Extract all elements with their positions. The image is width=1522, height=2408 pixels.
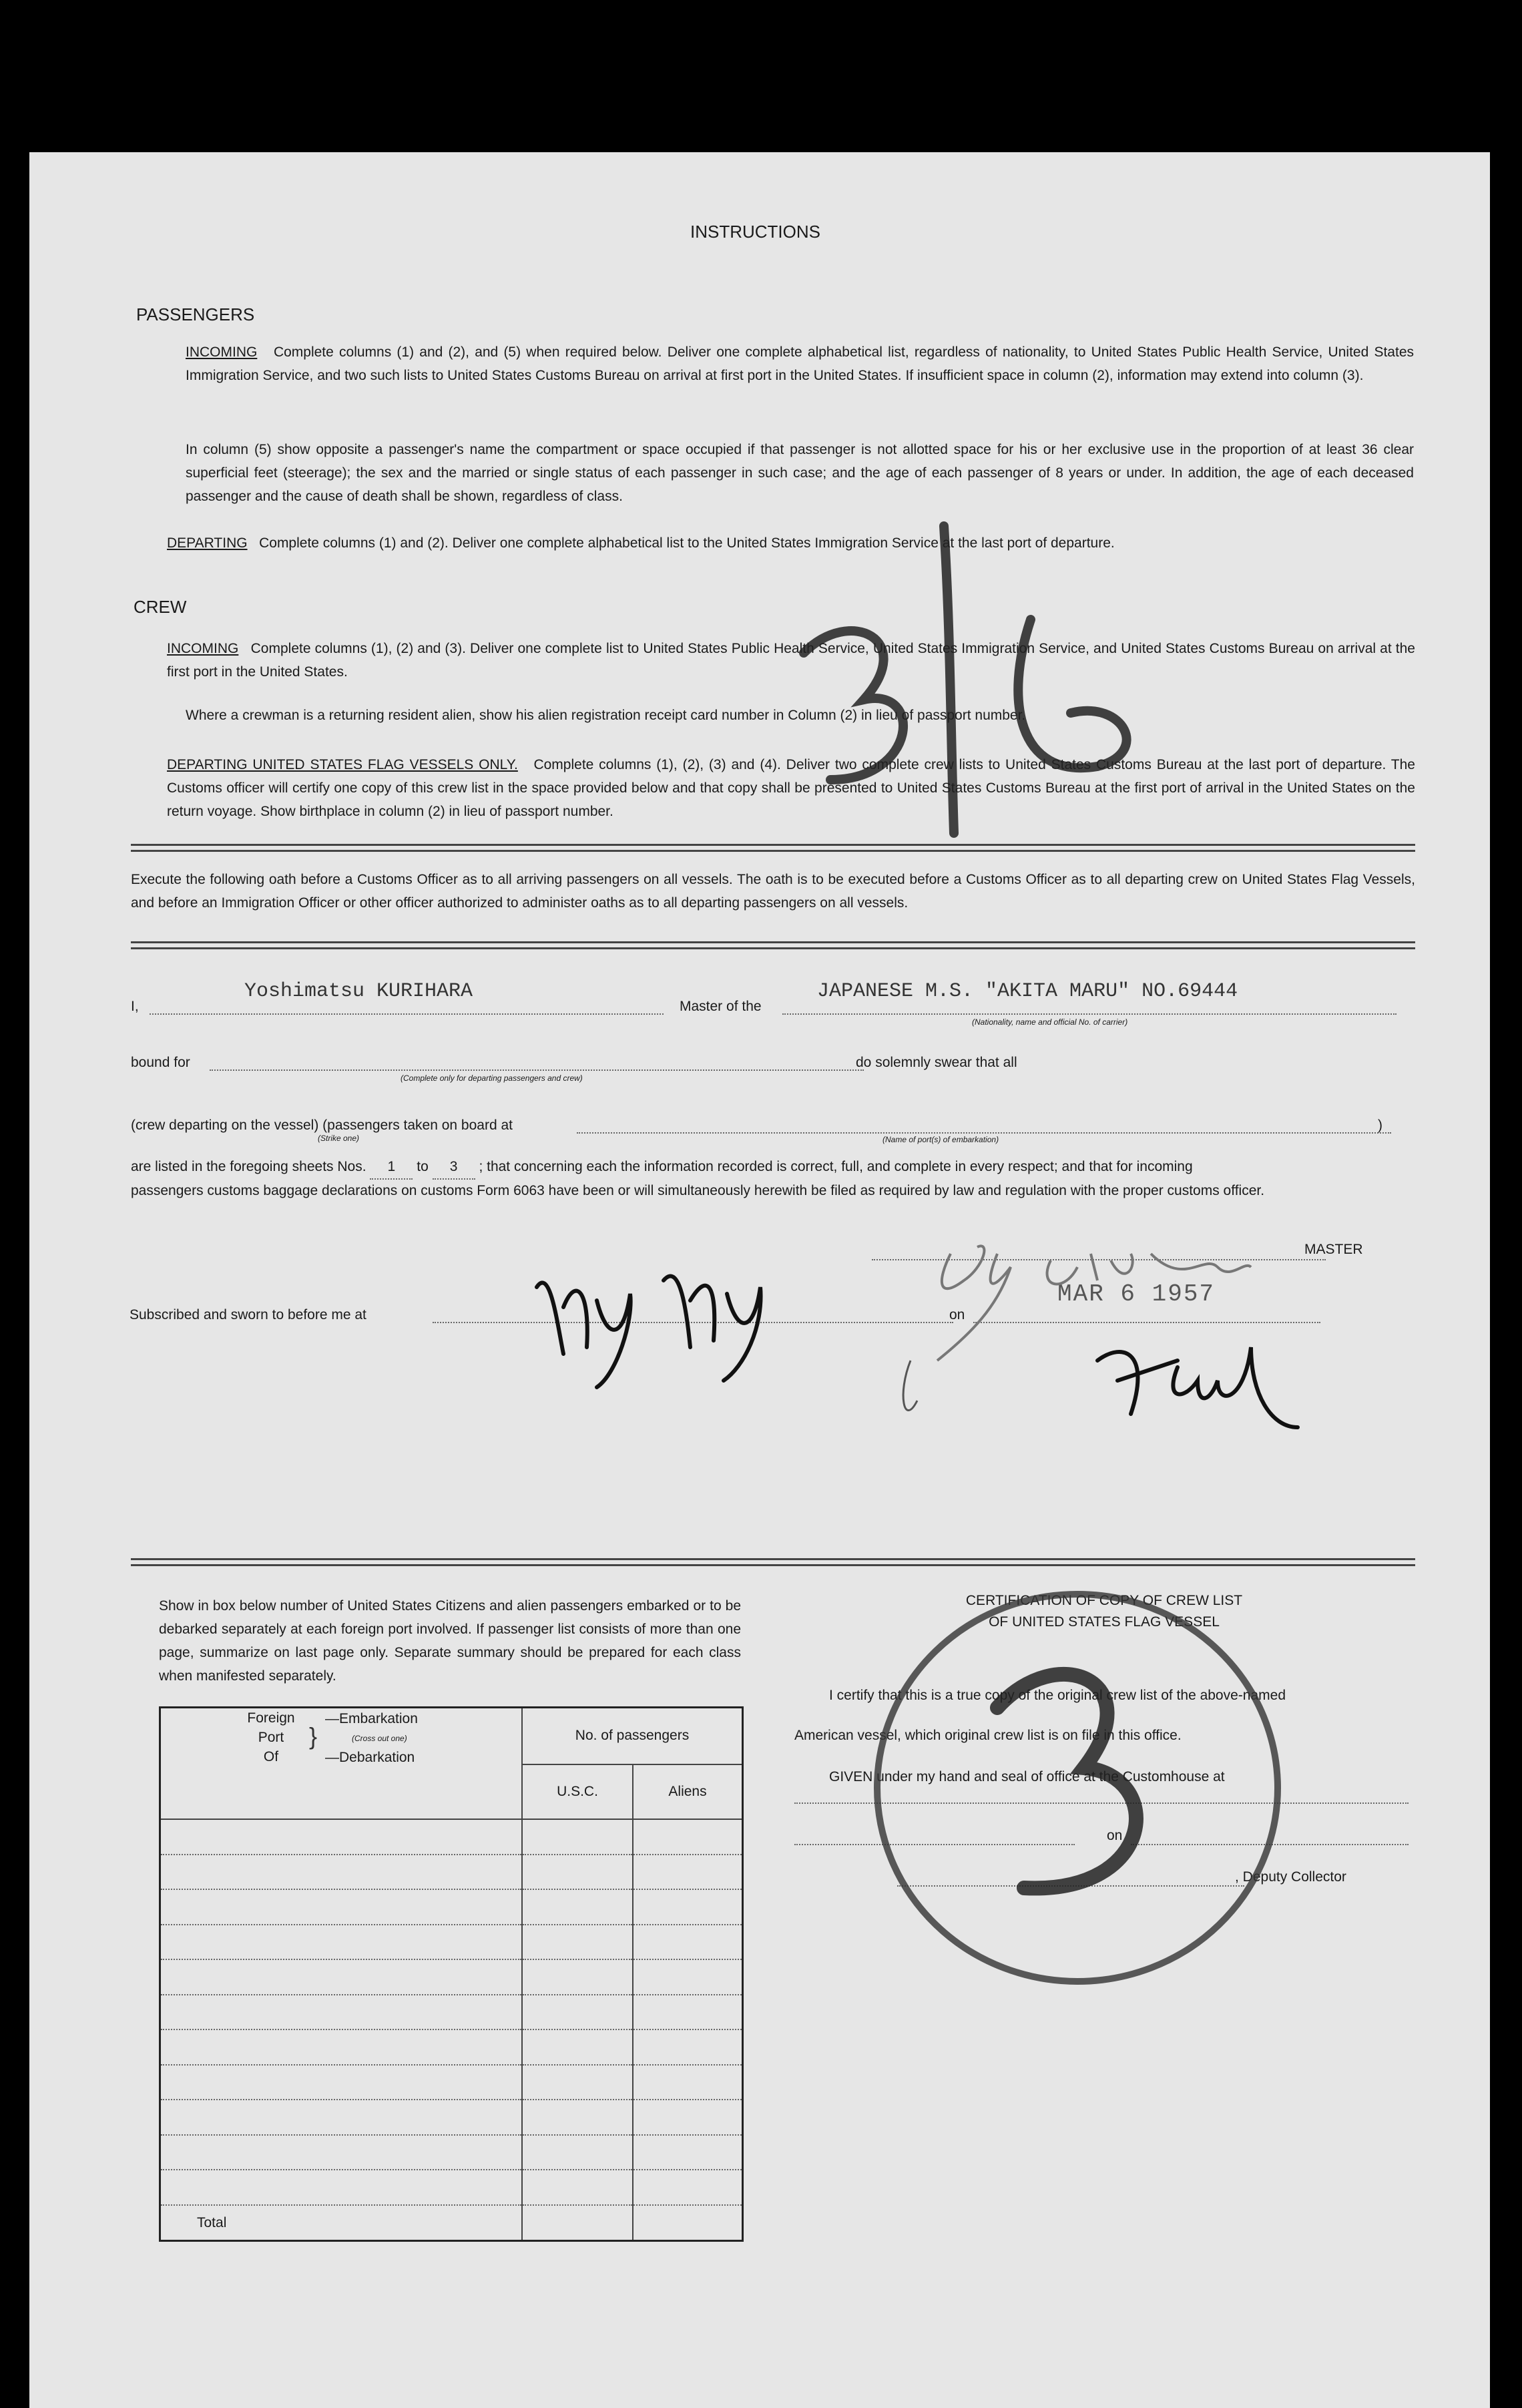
crew-departing-text: (crew departing on the vessel) (passengers taken on board at: [131, 1118, 513, 1133]
table-row: [160, 2065, 743, 2100]
vessel-name: JAPANESE M.S. "AKITA MARU" NO.69444: [817, 980, 1238, 1003]
page-title: INSTRUCTIONS: [690, 222, 820, 242]
svg-text:3/6: 3/6: [750, 491, 766, 502]
lower-divider: [131, 1558, 1415, 1566]
passengers-incoming-paragraph: [186, 340, 1414, 387]
table-row: [160, 2100, 743, 2135]
master-of-label: Master of the: [680, 999, 762, 1014]
passengers-departing-label: DEPARTING: [167, 535, 248, 551]
oath-i-label: I,: [131, 999, 139, 1014]
passenger-summary-table: [159, 1706, 744, 2242]
passengers-column5-paragraph: In column (5) show opposite a passenger's name the compartment or space occupied if that passenger is not allotted space for his or her exclusive use in the proportion of at least 36 clear superficial feet (steerage); the sex and the married or single status of each passenger in such case; and the age of each passenger of 8 years or under. In addition, the age of each deceased passenger and the cause of death shall be shown, regardless of class.: [186, 442, 1414, 504]
passengers-incoming-text: Complete columns (1) and (2), and (5) when required below. Deliver one complete alphabetical list, regardless of nationality, to United States Public Health Service, United States Immigration Service, and two such lists to United States Customs Bureau on arrival at first port in the United States. If insufficient space in column (2), information may extend into column (3).: [186, 344, 1414, 383]
oath-intro: Execute the following oath before a Customs Officer as to all arriving passengers on all vessels. The oath is to be executed before a Customs Officer as to all departing crew on United States Flag Vessels, and before an Immigration Officer or other officer authorized to administer oaths as to all departing passengers on all vessels.: [131, 872, 1415, 911]
sheet-to: 3: [433, 1155, 475, 1180]
bound-note: (Complete only for departing passengers and crew): [401, 1073, 583, 1083]
vessel-note: (Nationality, name and official No. of carrier): [972, 1017, 1128, 1027]
circled-number-icon: [844, 1566, 1311, 2015]
strike-note: (Strike one): [318, 1134, 360, 1143]
oath-on-label: on: [949, 1307, 965, 1322]
swear-text: do solemnly swear that all: [856, 1055, 1017, 1070]
cert-on-label: on: [1107, 1828, 1123, 1843]
crew-resident-paragraph: Where a crewman is a returning resident alien, show his alien registration receipt card number in Column (2) in lieu of passport number.: [186, 708, 1026, 723]
aliens-header: Aliens: [633, 1764, 743, 1819]
foreign-port-header: Foreign Port Of } —Embarkation (Cross out one) —Debarkation: [160, 1708, 523, 1820]
debarkation-label: —Debarkation: [325, 1750, 415, 1765]
form-page: [29, 152, 1490, 2408]
passengers-departing-text: Complete columns (1) and (2). Deliver one complete alphabetical list to the United States Immigration Service at the last port of departure.: [259, 535, 1115, 551]
sheets-line: are listed in the foregoing sheets Nos. 1 to 3 ; that concerning each the information recorded is correct, full, and complete in every respect; and that for incoming: [131, 1155, 1415, 1180]
certification-title: CERTIFICATION OF COPY OF CREW LIST OF UNITED STATES FLAG VESSEL: [965, 1593, 1243, 1630]
total-row: [160, 2205, 743, 2240]
table-row: [160, 2135, 743, 2170]
cross-out-note: (Cross out one): [352, 1734, 407, 1743]
table-row: [160, 1925, 743, 1960]
officer-signature-icon: [497, 1220, 817, 1394]
embarkation-label: —Embarkation: [325, 1711, 418, 1726]
table-row: [160, 1855, 743, 1890]
table-row: [160, 1959, 743, 1995]
certify-text-b: American vessel, which original crew list is on file in this office.: [794, 1728, 1182, 1743]
master-name: Yoshimatsu KURIHARA: [244, 980, 473, 1003]
total-label: Total: [160, 2205, 523, 2240]
close-paren: ): [1378, 1118, 1382, 1133]
ports-note: (Name of port(s) of embarkation): [882, 1135, 999, 1144]
crew-departing-label: DEPARTING UNITED STATES FLAG VESSELS ONLY.: [167, 757, 518, 772]
certify-text-a: I certify that this is a true copy of the original crew list of the above-named: [829, 1688, 1286, 1703]
table-row: [160, 2029, 743, 2065]
svg-text:3: 3: [844, 1566, 850, 1577]
crew-heading: CREW: [134, 597, 187, 617]
table-row: [160, 1995, 743, 2030]
given-text: GIVEN under my hand and seal of office at the Customhouse at: [829, 1769, 1225, 1784]
summary-instructions: Show in box below number of United States Citizens and alien passengers embarked or to be debarked separately at each foreign port involved. If passenger list consists of more than one page, summarize on last page only. Separate summary should be prepared for each class when manifested separately.: [159, 1598, 741, 1684]
oath-divider: [131, 941, 1415, 949]
deputy-collector-label: , Deputy Collector: [1235, 1869, 1346, 1885]
master-signature-icon: [897, 1227, 1378, 1441]
bound-for-label: bound for: [131, 1055, 190, 1070]
table-row: [160, 2170, 743, 2205]
crew-incoming-label: INCOMING: [167, 641, 239, 656]
date-stamp: MAR 6 1957: [1057, 1280, 1216, 1308]
table-row: [160, 1889, 743, 1925]
passengers-heading: PASSENGERS: [136, 304, 255, 324]
baggage-text: passengers customs baggage declarations on customs Form 6063 have been or will simultaneously herewith be filed as required by law and regulation with the proper customs officer.: [131, 1183, 1265, 1198]
table-row: [160, 1819, 743, 1855]
crew-departing-text: Complete columns (1), (2), (3) and (4). Deliver two complete crew lists to United States Customs Bureau at the last port of departure. The Customs officer will certify one copy of this crew list in the space provided below and that copy shall be presented to United States Customs Bureau at the first port of arrival in the United States on the return voyage. Show birthplace in column (2) in lieu of passport number.: [167, 757, 1415, 819]
master-label: MASTER: [1304, 1242, 1363, 1257]
usc-header: U.S.C.: [522, 1764, 633, 1819]
passengers-count-header: No. of passengers: [522, 1708, 743, 1764]
sheet-from: 1: [370, 1155, 413, 1180]
subscribed-label: Subscribed and sworn to before me at: [130, 1307, 366, 1322]
handwritten-sheet-number-icon: [750, 491, 1231, 873]
crew-incoming-text: Complete columns (1), (2) and (3). Deliver one complete list to United States Public Health Service, United States Immigration Service, and United States Customs Bureau on arrival at the first port in the United States.: [167, 641, 1415, 680]
passengers-incoming-label: INCOMING: [186, 344, 258, 360]
